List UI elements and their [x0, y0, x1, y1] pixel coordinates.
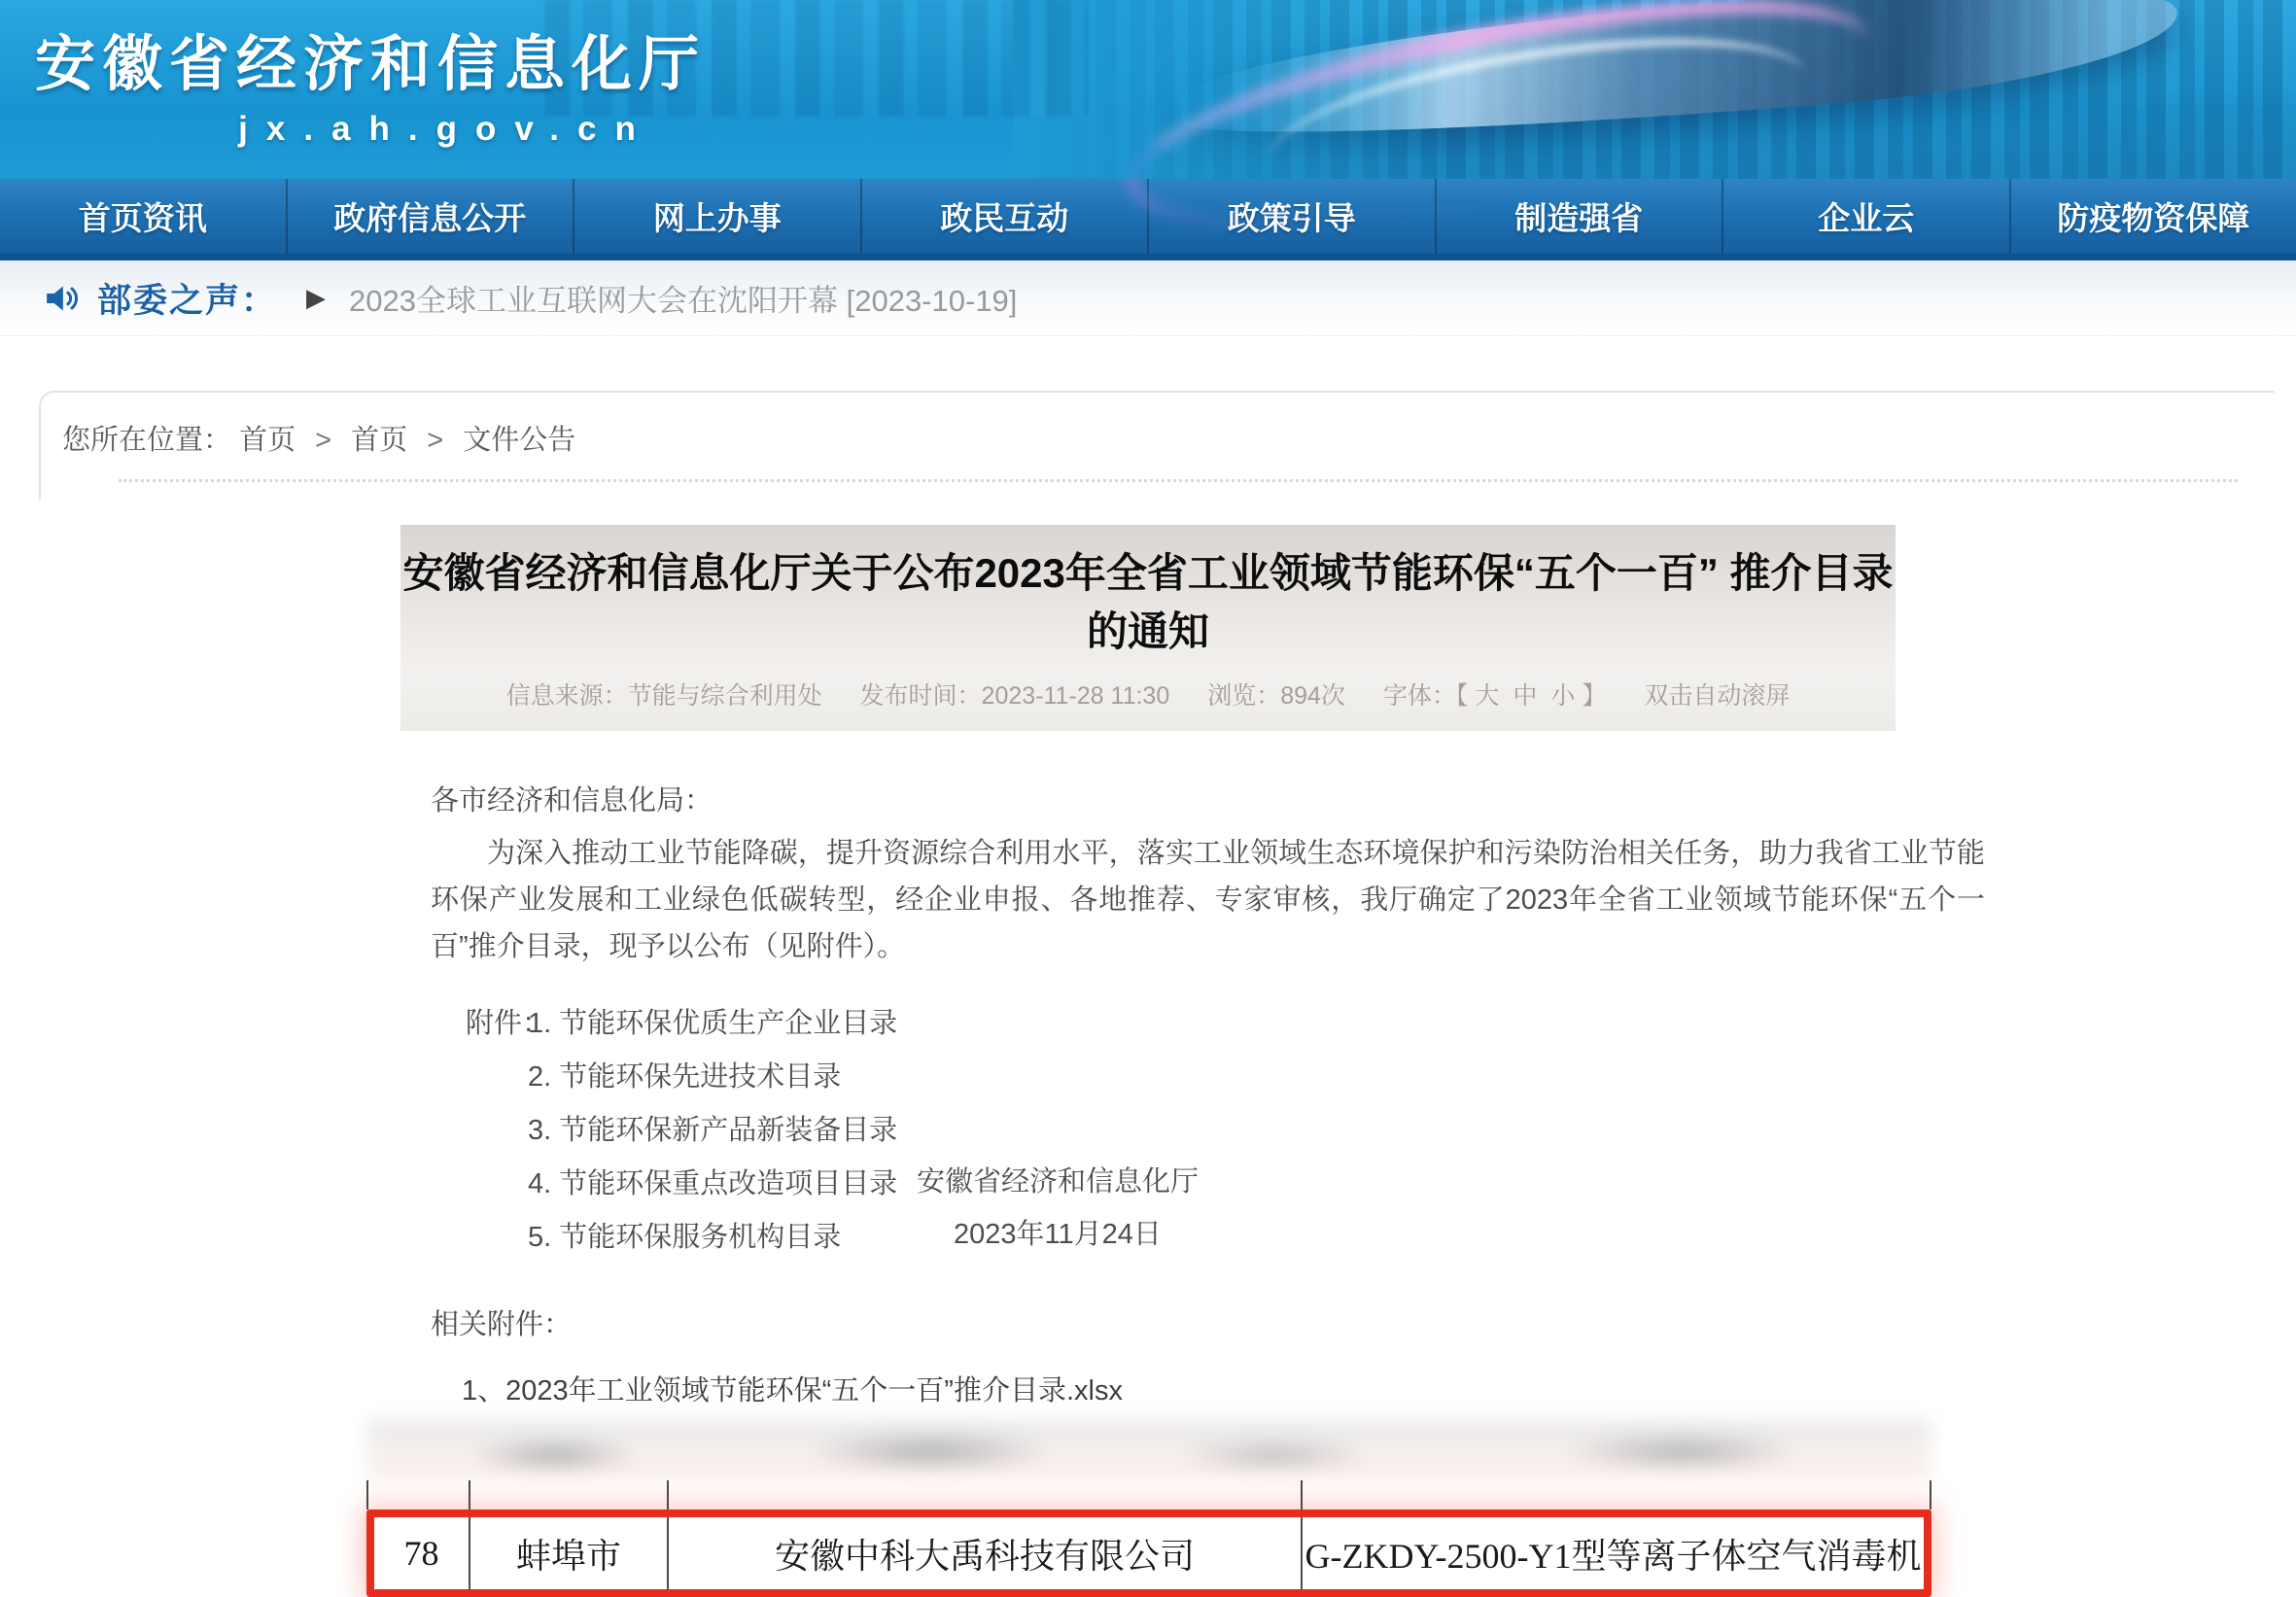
meta-font-control: [1383, 682, 1607, 710]
site-header: [0, 0, 2296, 179]
spreadsheet-preview: [366, 1420, 1931, 1597]
attachment-item: 2. 节能环保先进技术目录: [528, 1051, 1985, 1104]
nav-item-epidemic-supplies[interactable]: 防疫物资保障: [2009, 179, 2296, 254]
page-title-line2: 的通知: [400, 603, 1896, 661]
related-attachments-label: 相关附件：: [431, 1303, 1985, 1346]
attachment-item: 1. 节能环保优质生产企业目录: [528, 997, 1985, 1051]
font-label-suffix: 】: [1582, 682, 1606, 710]
site-title: 安徽省经济和信息化厅: [35, 16, 857, 102]
meta-autoscroll-hint: 双击自动滚屏: [1644, 682, 1790, 710]
nav-item-policy-guidance[interactable]: 政策引导: [1147, 179, 1435, 254]
breadcrumb-home-2[interactable]: 首页: [351, 425, 407, 456]
article-title-block: [400, 525, 1896, 731]
attachment-item: 3. 节能环保新产品新装备目录: [528, 1104, 1985, 1158]
nav-item-manufacturing[interactable]: 制造强省: [1435, 179, 1722, 254]
highlighted-table-row: [366, 1510, 1931, 1597]
ticker-section-label: 部委之声：: [97, 274, 277, 323]
nav-item-gov-info[interactable]: 政府信息公开: [286, 179, 574, 254]
article-paragraph: 为深入推动工业节能降碳，提升资源综合利用水平，落实工业领域生态环境保护和污染防治相关任务，助力我省工业节能环保产业发展和工业绿色低碳转型，经企业申报、各地推荐、专家审核，我厅确定了2023年全省工业领域节能环保“五个一百”推介目录，现予以公布（见附件）。: [431, 830, 1985, 970]
cell-city: 蚌埠市: [469, 1517, 667, 1589]
font-size-small-button[interactable]: 小: [1550, 682, 1575, 710]
signature-block: [897, 1161, 1218, 1256]
meta-views: 浏览：894次: [1207, 682, 1345, 710]
nav-item-enterprise-cloud[interactable]: 企业云: [1722, 179, 2009, 254]
font-size-medium-button[interactable]: 中: [1513, 682, 1537, 710]
breadcrumb-separator-icon: >: [427, 425, 443, 456]
meta-publish-time: 发布时间：2023-11-28 11:30: [860, 682, 1170, 710]
ticker-news-title: 2023全球工业互联网大会在沈阳开幕: [349, 284, 838, 318]
article-body: [431, 781, 1985, 1412]
blurred-table-row: [366, 1420, 1931, 1480]
nav-item-interaction[interactable]: 政民互动: [860, 179, 1148, 254]
article-meta: [400, 661, 1896, 731]
breadcrumb-prefix: 您所在位置：: [62, 425, 231, 456]
attachment-list: [431, 997, 1985, 1265]
signature-date: 2023年11月24日: [897, 1213, 1218, 1256]
breadcrumb: [41, 393, 2275, 458]
speaker-icon: [43, 279, 82, 318]
nav-item-home-news[interactable]: 首页资讯: [0, 179, 286, 254]
ticker-arrow-icon: ▶: [306, 283, 326, 313]
font-label-prefix: 字体：【: [1383, 682, 1469, 710]
site-url: jx.ah.gov.cn: [35, 110, 857, 149]
signature-organization: 安徽省经济和信息化厅: [897, 1161, 1218, 1203]
attachment-item: 4. 节能环保重点改造项目目录: [528, 1158, 1985, 1211]
font-size-large-button[interactable]: 大: [1475, 682, 1499, 710]
art-blue-fade: [1013, 0, 2296, 179]
table-gridline-stub: [366, 1480, 1931, 1510]
cell-product: G-ZKDY-2500-Y1型等离子体空气消毒机: [1301, 1517, 1924, 1589]
salutation: 各市经济和信息化局：: [431, 781, 1985, 820]
breadcrumb-separator-icon: >: [315, 425, 331, 456]
nav-item-online-services[interactable]: 网上办事: [573, 179, 860, 254]
site-logo: [35, 16, 857, 149]
attachments-label: 附件：: [466, 997, 550, 1051]
breadcrumb-file-notices[interactable]: 文件公告: [463, 425, 575, 456]
header-cityscape-art: [1013, 0, 2296, 179]
cell-row-number: 78: [374, 1517, 469, 1589]
page-title: 安徽省经济和信息化厅关于公布2023年全省工业领域节能环保“五个一百” 推介目录: [400, 525, 1896, 603]
dotted-divider: [119, 479, 2238, 482]
breadcrumb-home[interactable]: 首页: [239, 425, 296, 456]
attachment-item: 5. 节能环保服务机构目录: [528, 1211, 1985, 1265]
cell-company: 安徽中科大禹科技有限公司: [667, 1517, 1301, 1589]
ticker-news-link[interactable]: [349, 276, 1017, 320]
breadcrumb-panel: [39, 391, 2275, 500]
news-ticker: [0, 260, 2296, 336]
ticker-news-date: [2023-10-19]: [847, 284, 1018, 318]
meta-source: 信息来源：节能与综合利用处: [506, 682, 822, 710]
related-file-link[interactable]: 1、2023年工业领域节能环保“五个一百”推介目录.xlsx: [431, 1370, 1985, 1412]
